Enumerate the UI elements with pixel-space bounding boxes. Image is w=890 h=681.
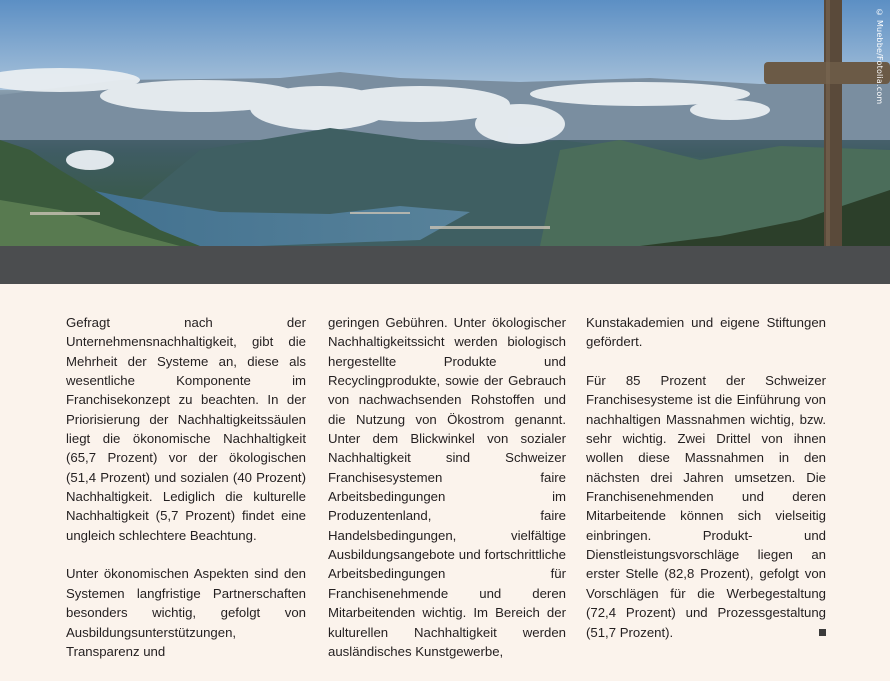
paragraph-text: Für 85 Prozent der Schweizer Franchisesysteme ist die Einführung von nachhaltigen Massnahmen wichtig, bzw. sehr wichtig. Zwei Drittel von ihnen wollen diese Massnahmen in den nächsten drei Jahren umsetzen. Die Franchisenehmenden und deren Mitarbeitende können sich vielseitig einbringen. Produkt- und Dienstleistungsvorschläge liegen an erster Stelle (82,8 Prozent), gefolgt von Vorschlägen für die Werbegestaltung (72,4 Prozent) und Prozessgestaltung (51,7 Prozent). — [586, 373, 826, 640]
paragraph: geringen Gebühren. Unter ökologischer Nachhaltigkeitssicht werden biologisch hergestellte Produkte und Recyclingprodukte, sowie der Gebrauch von nachwachsenden Rohstoffen und die Nutzung von Ökostrom genannt. Unter dem Blickwinkel von sozialer Nachhaltigkeit sind Schweizer Franchisesystemen faire Arbeitsbedingungen im Produzentenland, faire Handelsbedingungen, vielfältige Ausbildungsangebote und fortschrittliche Arbeitsbedingungen für Franchisenehmende und deren Mitarbeitenden wichtig. Im Bereich der kulturellen Nachhaltigkeit werden ausländisches Kunstgewerbe, — [328, 315, 566, 659]
paragraph — [586, 371, 826, 642]
paragraph: Unter ökonomischen Aspekten sind den Systemen langfristige Partnerschaften besonders wichtig, gefolgt von Ausbildungsunterstützungen, Transparenz und — [66, 566, 306, 659]
article-body — [66, 313, 836, 659]
text-column-1 — [66, 313, 306, 681]
photo-credit: © Muebbe/Fotolia.com — [875, 8, 884, 105]
header-photo — [0, 0, 890, 246]
paragraph: Kunstakademien und eigene Stiftungen gefördert. — [586, 315, 826, 350]
dark-band — [0, 246, 890, 284]
mountain-lake-cross-photo — [0, 0, 890, 246]
end-of-article-mark — [819, 629, 826, 636]
text-column-3 — [586, 313, 826, 661]
paragraph: Gefragt nach der Unternehmensnachhaltigkeit, gibt die Mehrheit der Systeme an, diese als wesentliche Komponente im Franchisekonzept zu beachten. In der Priorisierung der Nachhaltigkeitssäulen liegt die ökonomische Nachhaltigkeit (65,7 Prozent) vor der ökologischen (51,4 Prozent) und sozialen (40 Prozent) Nachhaltigkeit. Lediglich die kulturelle Nachhaltigkeit (5,7 Prozent) findet eine ungleich schlechtere Beachtung. — [66, 315, 306, 543]
text-column-2 — [328, 313, 566, 681]
